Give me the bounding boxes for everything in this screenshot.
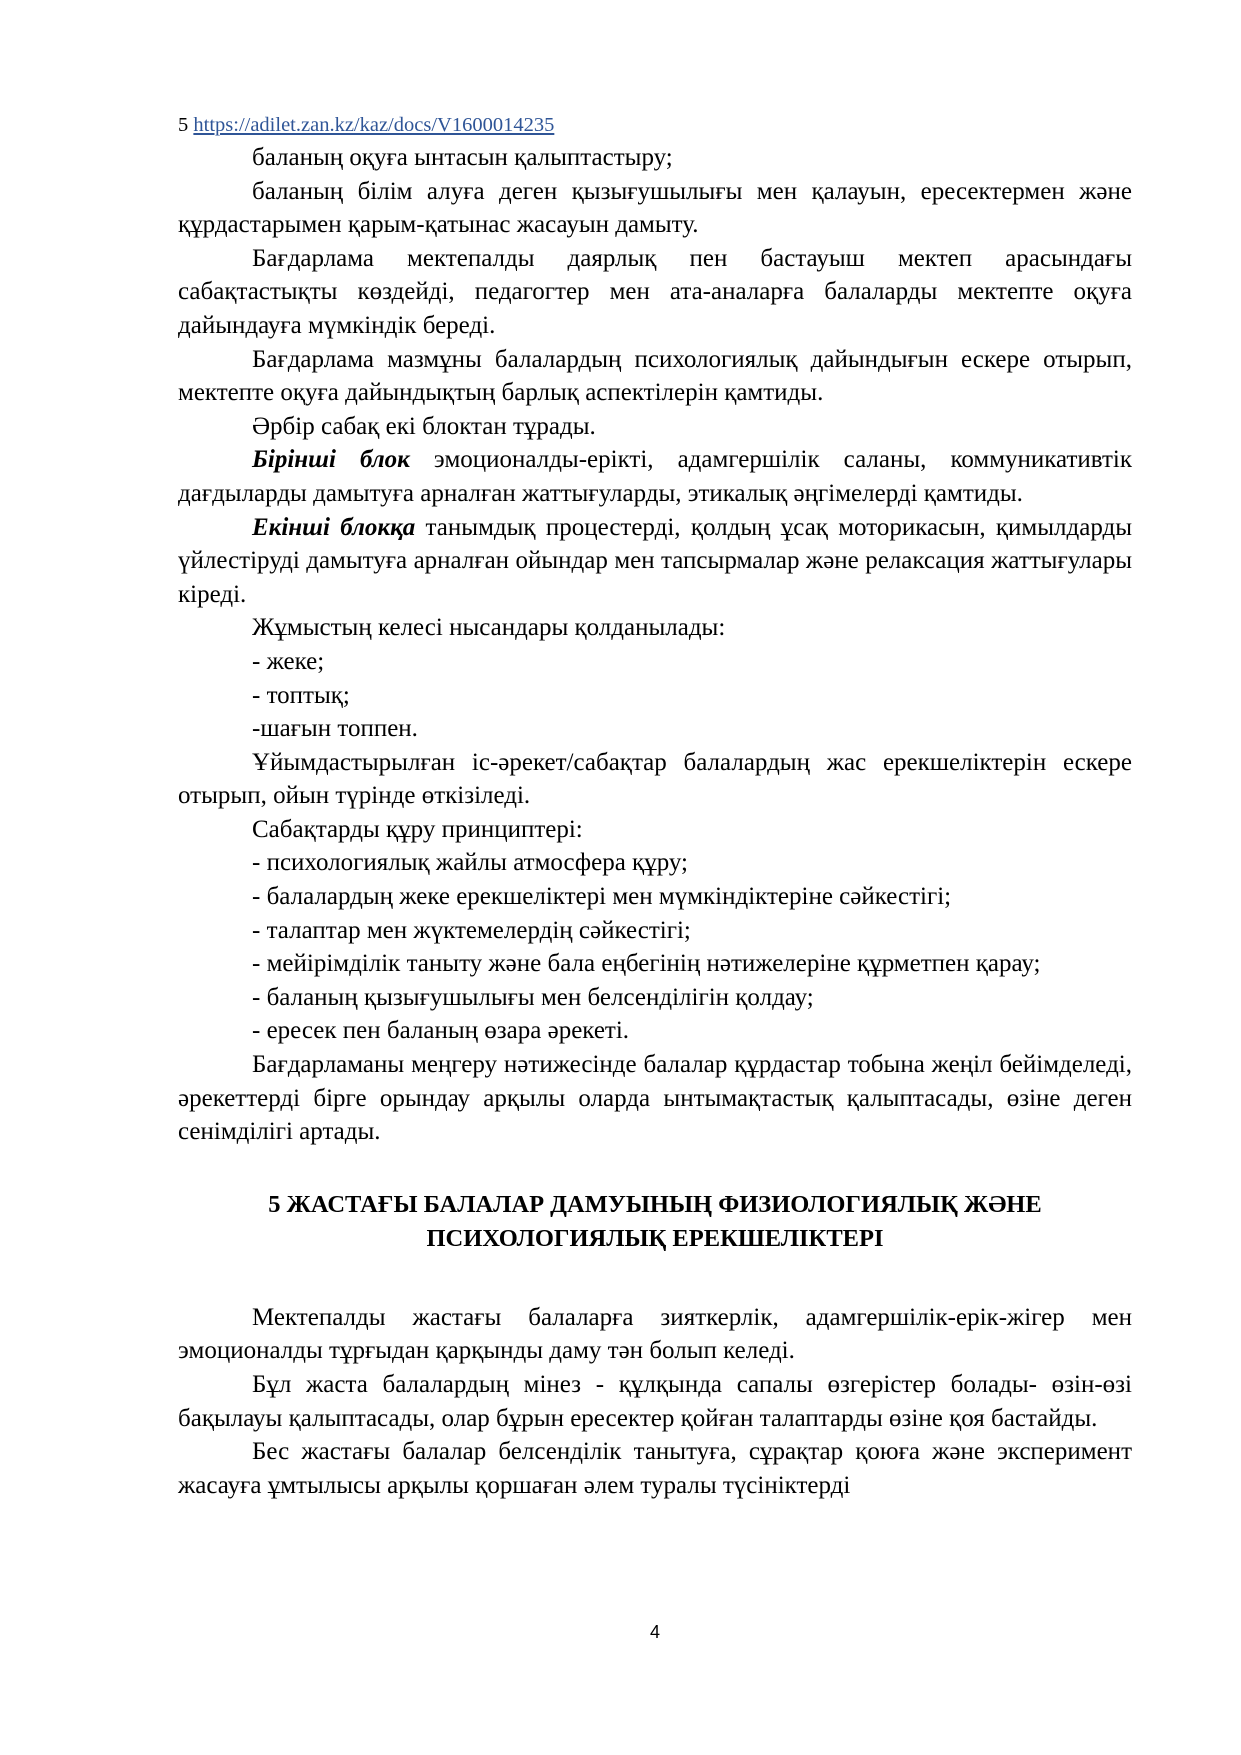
block1-text: эмоционалды-ерікті, адамгершілік саланы, коммуникативтік дағдыларды дамытуға арналған жаттығуларды, этикалық әңгімелерді қамтиды. — [178, 446, 1132, 507]
paragraph: баланың оқуға ынтасын қалыптастыру; — [252, 144, 673, 171]
forms-item: - жеке; — [252, 647, 325, 675]
paragraph: Әрбір сабақ екі блоктан тұрады. — [252, 412, 596, 440]
footnote-number: 5 — [178, 114, 189, 136]
paragraph: Бұл жаста балалардың мінез - құлқында сапалы өзгерістер болады- өзін-өзі бақылауы қалыптасады, олар бұрын ересектер қойған талаптарды өзіне қоя бастайды. — [178, 1371, 1132, 1432]
footnote — [178, 112, 1132, 138]
block1-paragraph — [178, 443, 1132, 510]
paragraph: Ұйымдастырылған іс-әрекет/сабақтар балалардың жас ерекшеліктерін ескере отырып, ойын түрінде өткізіледі. — [178, 748, 1132, 810]
paragraph: баланың білім алуға деген қызығушылығы мен қалауын, ересектермен және құрдастарымен қарым-қатынас жасауын дамыту. — [178, 177, 1132, 239]
page-number: 4 — [649, 1622, 660, 1642]
principles-item: - балалардың жеке ерекшеліктері мен мүмкіндіктеріне сәйкестігі; — [252, 883, 952, 911]
forms-item: - топтық; — [252, 681, 350, 709]
page-content — [178, 112, 1132, 1502]
forms-intro: Жұмыстың келесі нысандары қолданылады: — [252, 614, 726, 642]
paragraph: Бағдарламаны меңгеру нәтижесінде балалар құрдастар тобына жеңіл бейімделеді, әрекеттерді бірге орындау арқылы оларда ынтымақтастық қалыптасады, өзіне деген сенімділігі артады. — [178, 1051, 1132, 1146]
section-heading-line: 5 ЖАСТАҒЫ БАЛАЛАР ДАМУЫНЫҢ ФИЗИОЛОГИЯЛЫҚ ЖӘНЕ — [268, 1190, 1042, 1218]
principles-intro: Сабақтарды құру принциптері: — [252, 815, 583, 843]
forms-item: -шағын топпен. — [252, 715, 418, 743]
section-heading-line: ПСИХОЛОГИЯЛЫҚ ЕРЕКШЕЛІКТЕРІ — [426, 1224, 884, 1252]
principles-item: - ересек пен баланың өзара әрекеті. — [252, 1017, 630, 1045]
paragraph: Бағдарлама мектепалды даярлық пен бастауыш мектеп арасындағы сабақтастықты көздейді, педагогтер мен ата-аналарға балаларды мектепте оқуға дайындауға мүмкіндік береді. — [178, 244, 1132, 339]
block2-lead: Екінші блокқа — [252, 513, 416, 541]
principles-item: - баланың қызығушылығы мен белсенділігін қолдау; — [252, 983, 814, 1011]
principles-item: - психологиялық жайлы атмосфера құру; — [252, 849, 688, 877]
paragraph: Бес жастағы балалар белсенділік танытуға, сұрақтар қоюға және эксперимент жасауға ұмтылысы арқылы қоршаған әлем туралы түсініктерді — [178, 1438, 1132, 1499]
block2-text: танымдық процестерді, қолдың ұсақ моторикасын, қимылдарды үйлестіруді дамытуға арналған ойындар мен тапсырмалар және релаксация жаттығулары кіреді. — [178, 513, 1133, 608]
block2-paragraph — [178, 511, 1132, 612]
paragraph: Мектепалды жастағы балаларға зияткерлік, адамгершілік-ерік-жігер мен эмоционалды тұрғыдан қарқынды даму тән болып келеді. — [178, 1303, 1132, 1365]
footnote-link[interactable]: https://adilet.zan.kz/kaz/docs/V1600014235 — [193, 114, 555, 136]
block1-lead: Бірінші блок — [252, 446, 410, 474]
principles-item: - талаптар мен жүктемелердің сәйкестігі; — [252, 916, 691, 944]
paragraph: Бағдарлама мазмұны балалардың психологиялық дайындығын ескере отырып, мектепте оқуға дайындықтың барлық аспектілерін қамтиды. — [178, 345, 1132, 407]
principles-item: - мейірімділік таныту және бала еңбегінің нәтижелеріне құрметпен қарау; — [252, 950, 1041, 978]
section-heading — [178, 1188, 1132, 1256]
